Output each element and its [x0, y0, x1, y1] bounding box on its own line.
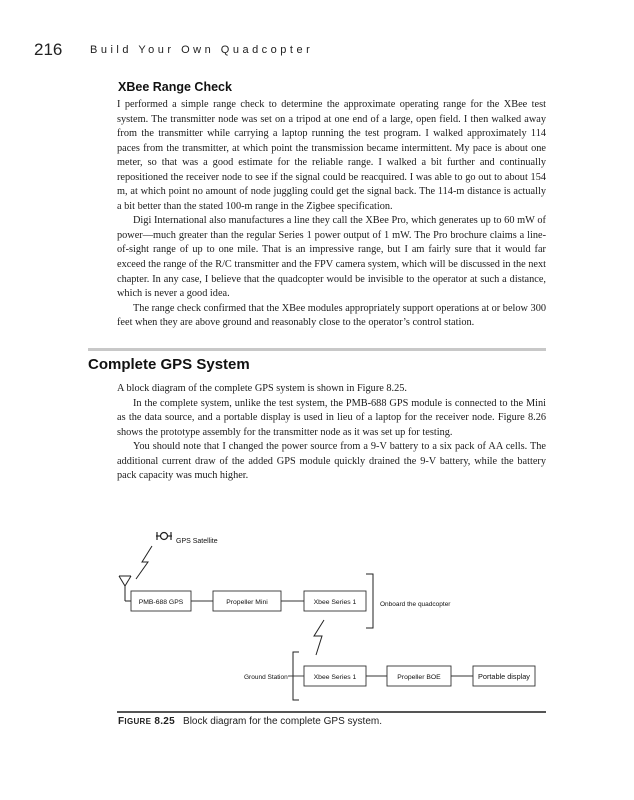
onboard-label: Onboard the quadcopter	[380, 601, 451, 608]
block-portable-display: Portable display	[478, 672, 530, 681]
page-number: 216	[34, 40, 63, 59]
section-heading-xbee-range-check: XBee Range Check	[118, 80, 232, 94]
section-body-xbee	[117, 98, 546, 331]
figure-caption	[118, 716, 382, 727]
section-body-gps	[117, 382, 546, 484]
paragraph: In the complete system, unlike the test system, the PMB-688 GPS module is connected to the Mini as the data source, and a portable display is used in lieu of a laptop for the receiver node. Figure 8.26 shows the prototype assembly for the transmitter node as it was set up for testing.	[117, 397, 546, 438]
paragraph: A block diagram of the complete GPS system is shown in Figure 8.25.	[117, 383, 408, 394]
block-pmb688-gps: PMB-688 GPS	[138, 599, 184, 606]
satellite-icon	[156, 532, 172, 540]
gps-block-diagram	[100, 524, 546, 710]
block-xbee-air: Xbee Series 1	[313, 599, 357, 606]
figure-label: FIGURE 8.25	[118, 716, 176, 727]
paragraph: You should note that I changed the power source from a 9-V battery to a six pack of AA cells. The additional current draw of the added GPS module quickly drained the 9-V battery, while the battery pack capacity was much higher.	[117, 441, 546, 482]
satellite-label: GPS Satellite	[176, 538, 218, 545]
running-title: Build Your Own Quadcopter	[90, 44, 314, 56]
link-bolt-icon	[314, 620, 324, 655]
antenna-icon	[119, 576, 131, 601]
section-divider	[88, 348, 546, 351]
onboard-bracket	[366, 574, 373, 628]
block-propeller-boe: Propeller BOE	[397, 674, 441, 681]
figure-rule	[117, 711, 546, 713]
caption-text: Block diagram for the complete GPS system.	[183, 716, 382, 727]
block-xbee-ground: Xbee Series 1	[313, 674, 357, 681]
paragraph: The range check confirmed that the XBee modules appropriately support operations at or below 300 feet when they are above ground and reasonably close to the operator’s control station.	[117, 302, 546, 329]
block-propeller-mini: Propeller Mini	[226, 599, 268, 606]
ground-station-label: Ground Station	[244, 674, 288, 681]
paragraph: I performed a simple range check to determine the approximate operating range for the XBee test system. The transmitter node was set on a tripod at one end of a large, open field. I then walked away from the transmitter while carrying a laptop running the test program. I walked approximately 114 paces from the transmitter, at which point the transmission became intermittent. My pace is about one meter, so that was a good estimate for the reliable range. I walked a bit further and continually repositioned the receiver node to see if the signal could be reacquired. I was able to go out to about 154 m, at which point no amount of node juggling could get the signal back. The 114-m distance is actually a bit better than the stated 100-m range in the Zigbee specification.	[117, 99, 546, 212]
signal-bolt-icon	[136, 546, 152, 579]
paragraph: Digi International also manufactures a line they call the XBee Pro, which generates up to 60 mW of power—much greater than the regular Series 1 power output of 1 mW. The Pro brochure claims a line-of-sight range of up to one mile. That is an impressive range, but I am fairly sure that it would far exceed the range of the R/C transmitter and the FPV camera system, which will be discussed in the next chapter. In any case, I believe that the quadcopter would be invisible to the operator at such a distance, which is never a good idea.	[117, 215, 546, 300]
section-heading-complete-gps: Complete GPS System	[88, 356, 250, 373]
